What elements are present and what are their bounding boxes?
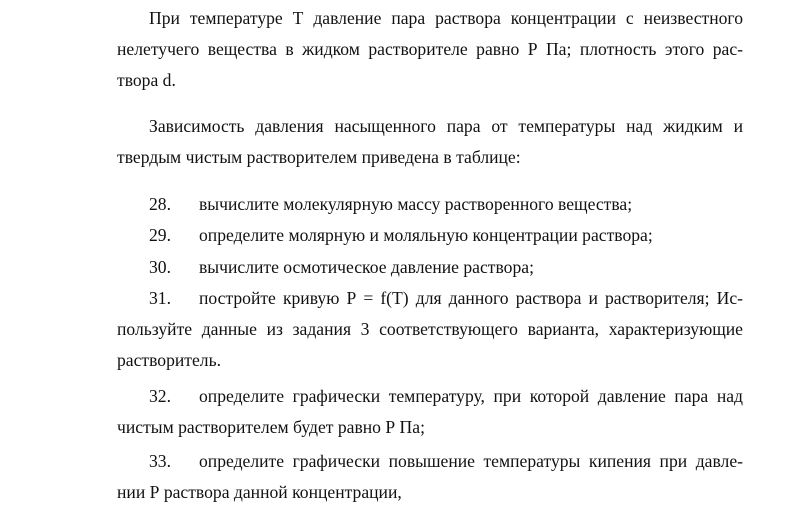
task-number: 33. xyxy=(149,451,171,471)
task-item-29 xyxy=(117,220,743,251)
text-line: Зависимость давления насыщенного пара от температуры над жидким и xyxy=(149,116,743,136)
task-text: определите графически повышение температуры кипения при давле- xyxy=(199,451,743,471)
text-line: нии Р раствора данной концентрации, xyxy=(117,482,402,502)
text-line: твора d. xyxy=(117,70,176,90)
task-item-33 xyxy=(117,446,743,508)
task-text: определите молярную и моляльную концентрации раствора; xyxy=(199,225,653,245)
task-item-31 xyxy=(117,283,743,376)
text-line: чистым растворителем будет равно Р Па; xyxy=(117,417,425,437)
text-line xyxy=(117,252,743,283)
text-line: пользуйте данные из задания 3 соответствующего варианта, характеризующие xyxy=(117,319,743,339)
task-number: 30. xyxy=(149,257,171,277)
task-text: вычислите осмотическое давление раствора; xyxy=(199,257,534,277)
text-line xyxy=(117,189,743,220)
text-line: При температуре Т давление пара раствора концентрации с неизвестного xyxy=(149,8,743,28)
text-line: растворитель. xyxy=(117,350,221,370)
text-line xyxy=(117,283,743,314)
text-line xyxy=(117,220,743,251)
task-number: 28. xyxy=(149,194,171,214)
text-line xyxy=(117,446,743,477)
task-item-28 xyxy=(117,189,743,220)
text-line xyxy=(117,381,743,412)
task-text: постройте кривую Р = f(T) для данного раствора и растворителя; Ис- xyxy=(199,288,743,308)
text-line: нелетучего вещества в жидком растворителе равно Р Па; плотность этого рас- xyxy=(117,39,743,59)
task-text: определите графически температуру, при которой давление пара над xyxy=(199,386,743,406)
task-number: 29. xyxy=(149,225,171,245)
table-note-paragraph xyxy=(117,111,743,173)
task-number: 31. xyxy=(149,288,171,308)
task-text: вычислите молекулярную массу растворенного вещества; xyxy=(199,194,633,214)
task-item-32 xyxy=(117,381,743,443)
task-item-30 xyxy=(117,252,743,283)
text-line: твердым чистым растворителем приведена в таблице: xyxy=(117,147,521,167)
intro-paragraph xyxy=(117,3,743,96)
task-number: 32. xyxy=(149,386,171,406)
